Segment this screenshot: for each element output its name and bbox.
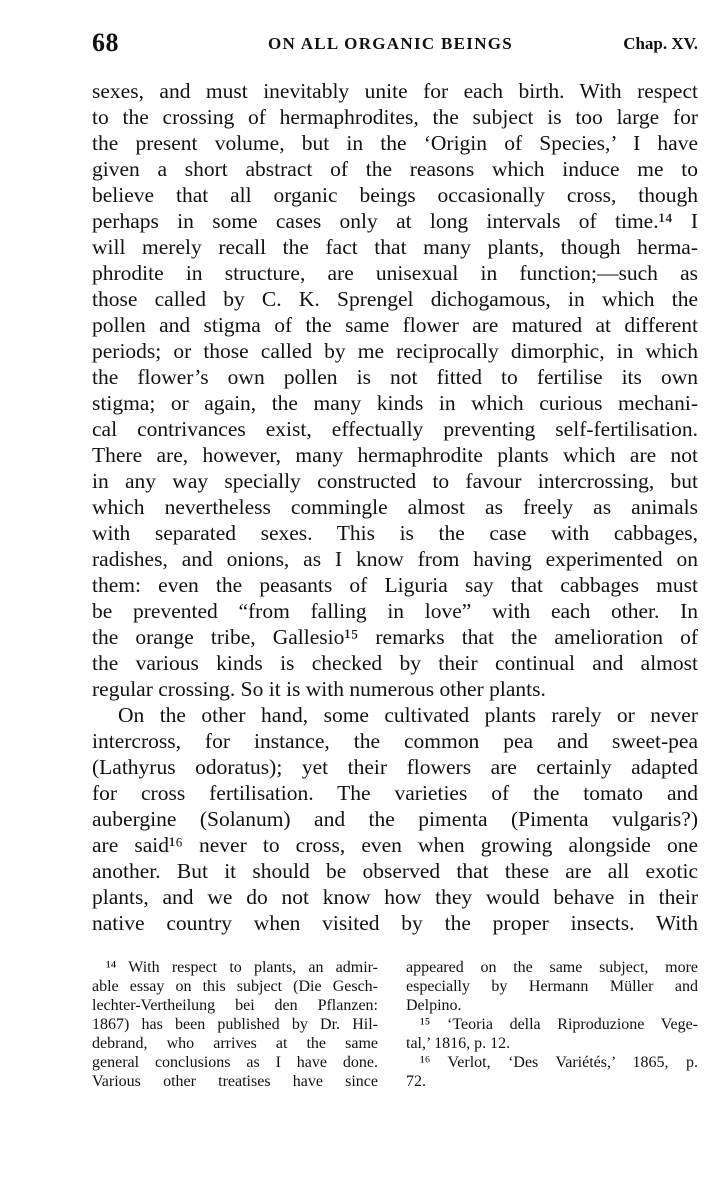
footnote-line: appeared on the same subject, more	[406, 959, 698, 976]
text-line: the various kinds is checked by their continual and almost	[92, 651, 698, 675]
text-line: cal contrivances exist, effectually preventing self-fertilisation.	[92, 417, 698, 441]
footnote-line: ¹⁴ With respect to plants, an admir-	[106, 959, 378, 976]
text-line: which nevertheless commingle almost as freely as animals	[92, 495, 698, 519]
text-line: are said¹⁶ never to cross, even when growing alongside one	[92, 833, 698, 857]
paragraph-start-line: On the other hand, some cultivated plants rarely or never	[118, 703, 698, 727]
text-line: perhaps in some cases only at long intervals of time.¹⁴ I	[92, 209, 698, 233]
page-number: 68	[92, 28, 119, 57]
text-line: the present volume, but in the ‘Origin of Species,’ I have	[92, 131, 698, 155]
running-head: ON ALL ORGANIC BEINGS	[268, 34, 514, 53]
text-line: native country when visited by the proper insects. With	[92, 911, 698, 935]
text-line: be prevented “from falling in love” with each other. In	[92, 599, 698, 623]
main-text	[92, 78, 698, 936]
footnote-line: lechter-Vertheilung bei den Pflanzen:	[92, 997, 378, 1014]
footnote-line: tal,’ 1816, p. 12.	[406, 1035, 511, 1052]
footnote-line: 72.	[406, 1073, 426, 1090]
text-line: (Lathyrus odoratus); yet their flowers are certainly adapted	[92, 755, 698, 779]
footnote-line: ¹⁵ ‘Teoria della Riproduzione Vege-	[420, 1016, 698, 1033]
text-line: with separated sexes. This is the case with cabbages,	[92, 521, 698, 545]
text-line: pollen and stigma of the same flower are matured at different	[92, 313, 698, 337]
text-line: them: even the peasants of Liguria say that cabbages must	[92, 573, 698, 597]
text-line: for cross fertilisation. The varieties of the tomato and	[92, 781, 698, 805]
footnote-column-left	[92, 958, 378, 1091]
footnote-line: Delpino.	[406, 997, 462, 1014]
text-line: aubergine (Solanum) and the pimenta (Pimenta vulgaris?)	[92, 807, 698, 831]
text-line: phrodite in structure, are unisexual in function;—such as	[92, 261, 698, 285]
text-line: stigma; or again, the many kinds in which curious mechani-	[92, 391, 698, 415]
footnote-line: especially by Hermann Müller and	[406, 978, 698, 995]
text-line: in any way specially constructed to favour intercrossing, but	[92, 469, 698, 493]
footnotes	[92, 958, 698, 1098]
text-line: the orange tribe, Gallesio¹⁵ remarks that the amelioration of	[92, 625, 698, 649]
footnote-line: Various other treatises have since	[92, 1073, 378, 1090]
text-line: radishes, and onions, as I know from having experimented on	[92, 547, 698, 571]
text-line: given a short abstract of the reasons which induce me to	[92, 157, 698, 181]
text-line: sexes, and must inevitably unite for each birth. With respect	[92, 79, 698, 103]
text-line: believe that all organic beings occasionally cross, though	[92, 183, 698, 207]
text-line: regular crossing. So it is with numerous other plants.	[92, 677, 546, 701]
footnote-line: ¹⁶ Verlot, ‘Des Variétés,’ 1865, p.	[420, 1054, 698, 1071]
footnote-line: able essay on this subject (Die Gesch-	[92, 978, 378, 995]
text-line: will merely recall the fact that many plants, though herma-	[92, 235, 698, 259]
text-line: another. But it should be observed that these are all exotic	[92, 859, 698, 883]
text-line: those called by C. K. Sprengel dichogamous, in which the	[92, 287, 698, 311]
text-line: plants, and we do not know how they would behave in their	[92, 885, 698, 909]
chapter-label: Chap. XV.	[623, 34, 698, 53]
page-header	[92, 28, 698, 62]
text-line: the flower’s own pollen is not fitted to fertilise its own	[92, 365, 698, 389]
footnote-line: debrand, who arrives at the same	[92, 1035, 378, 1052]
text-line: to the crossing of hermaphrodites, the subject is too large for	[92, 105, 698, 129]
text-line: intercross, for instance, the common pea and sweet-pea	[92, 729, 698, 753]
footnote-line: 1867) has been published by Dr. Hil-	[92, 1016, 378, 1033]
text-line: There are, however, many hermaphrodite plants which are not	[92, 443, 698, 467]
footnote-line: general conclusions as I have done.	[92, 1054, 378, 1071]
text-line: periods; or those called by me reciprocally dimorphic, in which	[92, 339, 698, 363]
footnote-column-right	[406, 958, 698, 1091]
